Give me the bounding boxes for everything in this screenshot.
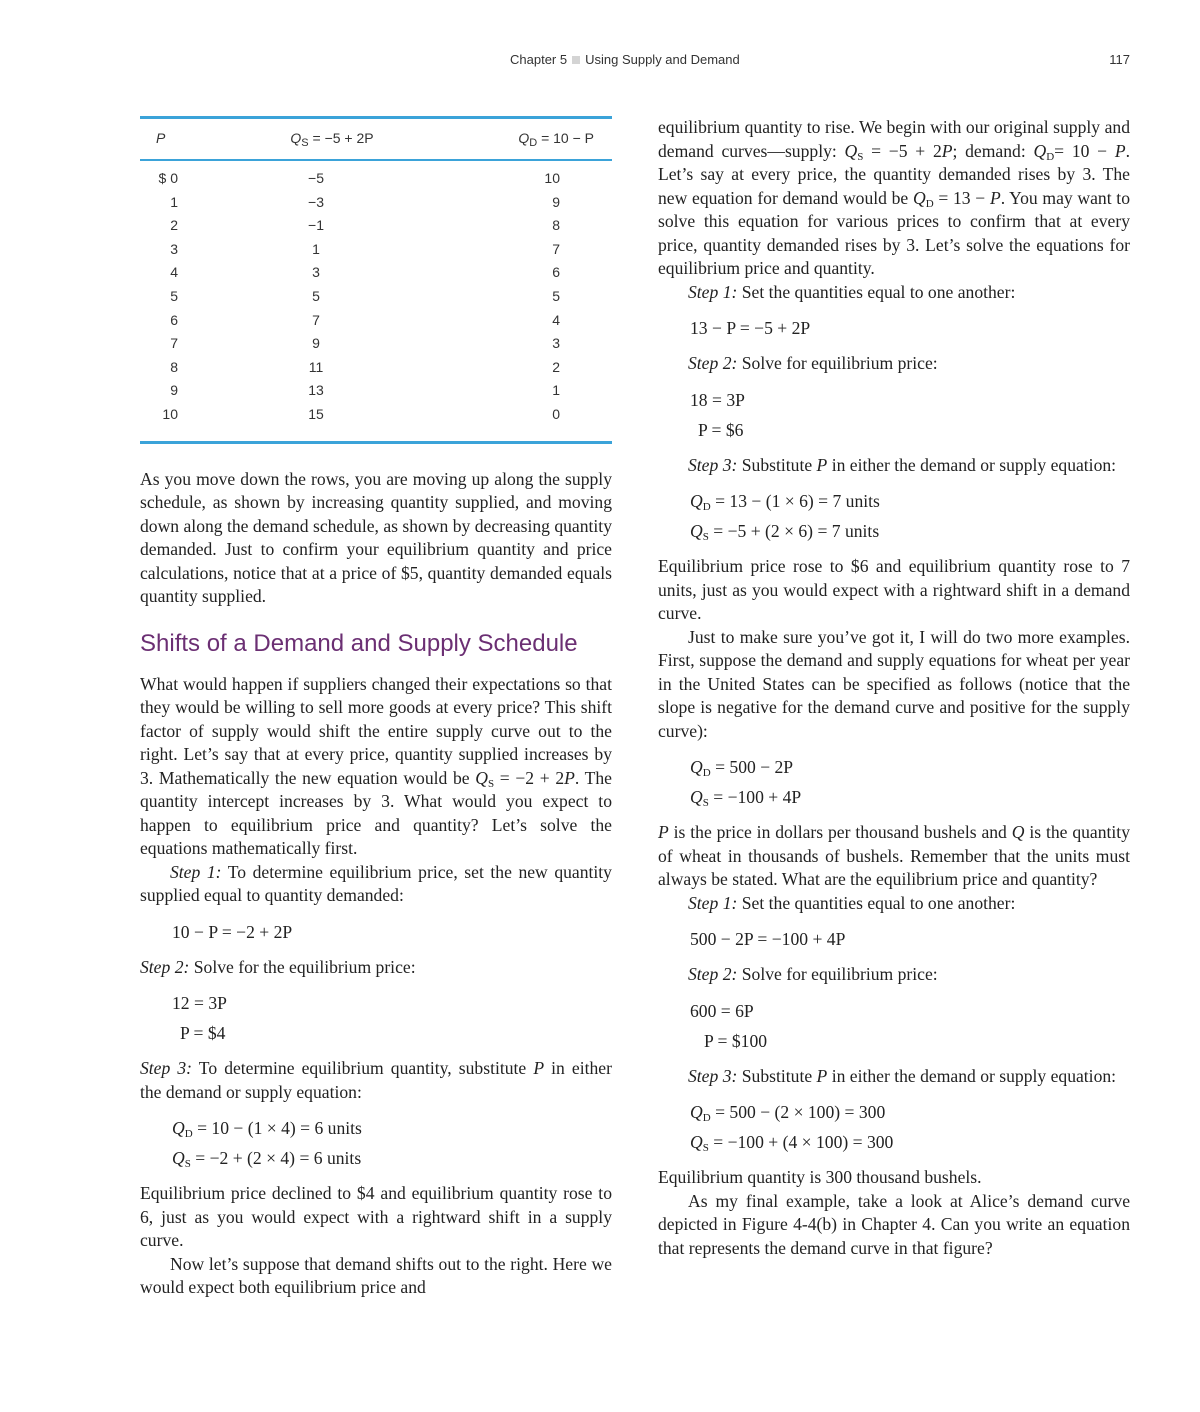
paragraph: Equilibrium price rose to $6 and equilibrium quantity rose to 7 units, just as you would expect with a rightward shift in a demand curve. [658,556,1130,623]
chapter-title: Using Supply and Demand [585,52,740,67]
equation: $Q_S = -100 + (4 \times 100) = 300$ [690,1132,894,1154]
equation: $Q_D = 13 - (1 \times 6) = 7$ units [690,491,880,513]
equation: 13 − P = −5 + 2P [690,318,811,338]
step-paragraph: Step 1: Set the quantities equal to one another: [688,892,1016,913]
equation-block [140,1113,612,1173]
equation: 18 = 3P [690,389,745,410]
table-row: 4 3 6 [170,264,560,281]
table-row: 10 15 0 [162,405,560,422]
paragraph: P is the price in dollars per thousand bushels and Q is the quantity of wheat in thousands of bushels. Remember that the units must always be stated. What are the equilibrium price and quantity? [658,822,1130,889]
equation-block [658,924,1130,954]
schedule-table [140,116,612,444]
paragraph: Equilibrium price declined to $4 and equilibrium quantity rose to 6, just as you would expect with a rightward shift in a supply curve. [140,1183,612,1251]
equation: $Q_D = 500 - 2P$ [690,757,794,779]
equation-block [658,385,1130,445]
right-column [658,116,1130,1260]
equation: 10 − P = −2 + 2P [172,921,293,942]
table-row: 3 1 7 [170,240,560,257]
step-paragraph: Step 2: Solve for equilibrium price: [688,353,938,373]
table-row: 2 −1 8 [170,217,560,234]
paragraph: As you move down the rows, you are moving up along the supply schedule, as shown by increasing quantity supplied, and moving down along the demand schedule, as shown by decreasing quantity demanded. Just to confirm your equilibrium quantity and price calculations, notice that at a price of $5, quantity demanded equals quantity supplied. [140,468,612,607]
page-number: 117 [1109,52,1130,67]
step-paragraph: Step 3: Substitute P in either the demand or supply equation: [688,1065,1117,1086]
table-row: 5 5 5 [170,288,560,305]
equation: 12 = 3P [172,993,227,1014]
table-body [140,167,612,427]
equation: 600 = 6P [690,1000,754,1021]
equation: $Q_D = 10 - (1 \times 4) = 6$ units [172,1118,362,1141]
left-column [140,116,612,1300]
equation: $Q_D = 500 - (2 \times 100) = 300$ [690,1102,886,1124]
equation: $Q_S = -5 + (2 \times 6) = 7$ units [690,521,880,543]
paragraph: Now let’s suppose that demand shifts out to the right. Here we would expect both equilibrium price and [140,1253,612,1298]
equation: $Q_S = -2 + (2 \times 4) = 6$ units [172,1148,362,1171]
chapter-number: Chapter 5 [510,52,568,67]
equation-block [140,988,612,1048]
header-supply: $Q_S = -5 + 2P$ [290,130,374,150]
step-paragraph: Step 1: Set the quantities equal to one another: [688,281,1016,302]
equation-block [658,752,1130,812]
equation-block [658,996,1130,1056]
paragraph: Just to make sure you’ve got it, I will do two more examples. First, suppose the demand and supply equations for wheat per year in the United States can be specified as follows (notice that the slope is negative for the demand curve and positive for the supply curve): [658,626,1130,741]
step-paragraph: Step 2: Solve for equilibrium price: [688,964,938,984]
equation: P = $4 [180,1023,226,1044]
paragraph: What would happen if suppliers changed their expectations so that they would be willing to sell more goods at every price? This shift factor of supply would shift the entire supply curve out to the right. Let’s say that at every price, quantity supplied increases by 3. Mathematically the new equation would be $Q_S = -2 + 2P$. The quantity intercept increases by 3. What would you expect to happen to equilibrium price and quantity? Let’s solve the equations mathematically first. [140,673,612,859]
table-row: $ 0 −5 10 [158,170,560,187]
paragraph: equilibrium quantity to rise. We begin with our original supply and demand curves—supply: $Q_S = -5 + 2P$; demand: $Q_D= 10 - P$. Let’s say at every price, the quantity demanded rises by 3. The new equation for demand would be $Q_D = 13 - P$. You may want to solve this equation for various prices to confirm that at every price, quantity demanded rises by 3. Let’s solve the equations for equilibrium price and quantity. [658,117,1131,278]
paragraph: As my final example, take a look at Alice’s demand curve depicted in Figure 4-4(b) in Chapter 4. Can you write an equation that represents the demand curve in that figure? [658,1190,1130,1258]
chapter-label [510,52,740,67]
section-heading: Shifts of a Demand and Supply Schedule [140,629,578,657]
table-row: 8 11 2 [170,358,560,375]
equation: 500 − 2P = −100 + 4P [690,929,846,949]
header-price: P [156,130,166,147]
equation-block [658,486,1130,546]
paragraph: Equilibrium quantity is 300 thousand bushels. [658,1167,982,1187]
equation: P = $100 [704,1030,768,1051]
step-paragraph: Step 3: Substitute P in either the demand or supply equation: [688,454,1117,475]
equation: $Q_S = -100 + 4P$ [690,787,802,809]
table-row: 1 −3 9 [170,193,560,210]
step-paragraph: Step 3: To determine equilibrium quantity, substitute P in either the demand or supply equation: [140,1058,612,1102]
header-demand: $Q_D = 10 - P$ [518,130,594,150]
equation-block [658,313,1130,343]
step-paragraph: Step 2: Solve for the equilibrium price: [140,956,416,977]
equation: P = $6 [698,419,744,440]
equation-block [140,917,612,947]
step-paragraph: Step 1: To determine equilibrium price, set the new quantity supplied equal to quantity demanded: [140,861,612,906]
table-row: 9 13 1 [170,382,560,399]
equation-block [658,1097,1130,1157]
table-header [140,119,612,161]
running-header [140,52,1130,70]
table-row: 6 7 4 [170,311,560,328]
separator-square [572,56,580,64]
table-row: 7 9 3 [170,335,560,352]
